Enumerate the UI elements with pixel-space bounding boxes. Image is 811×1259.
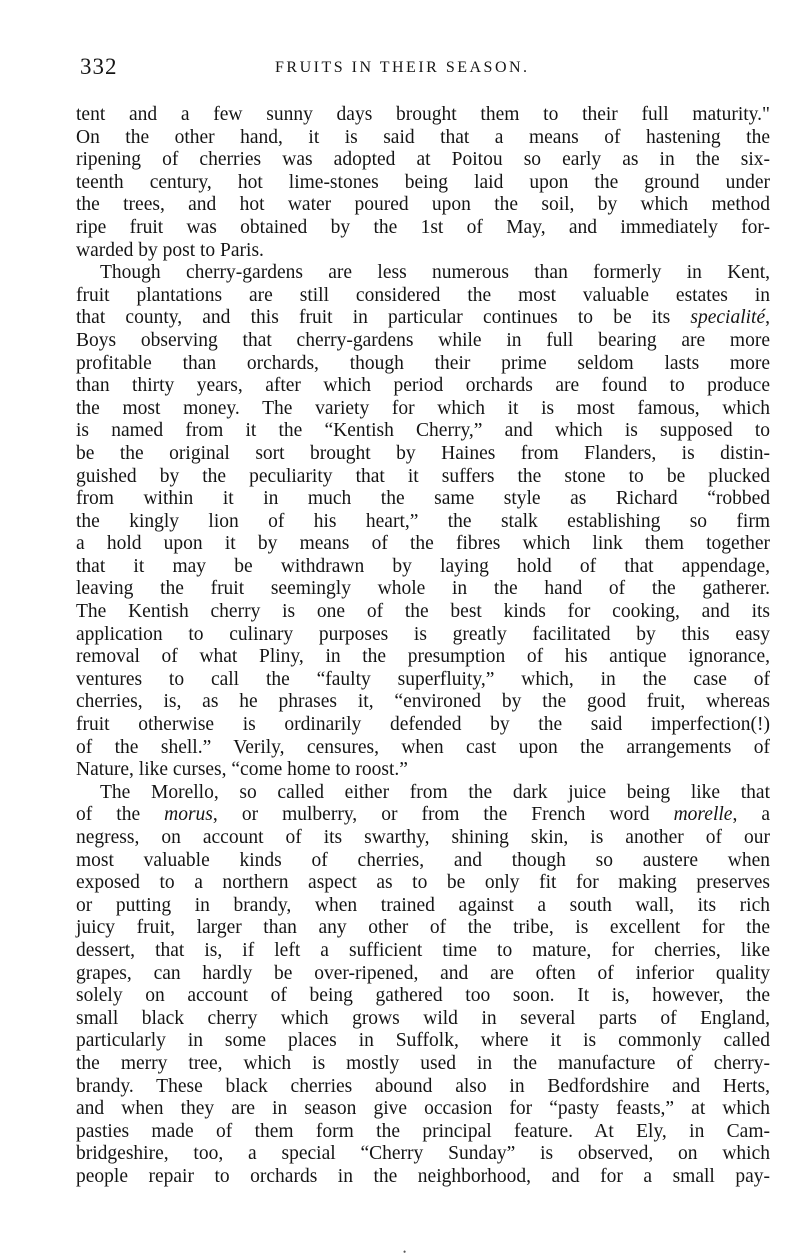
text-line: The Kentish cherry is one of the best kinds for cooking, and its (76, 601, 770, 623)
text-line: warded by post to Paris. (76, 239, 264, 261)
text-line: ventures to call the “faulty superfluity,” which, in the case of (76, 668, 770, 690)
italic-term: specialité (690, 307, 766, 329)
text-line: negress, on account of its swarthy, shining skin, is another of our (76, 827, 770, 848)
text-line: the kingly lion of his heart,” the stalk establishing so firm (76, 510, 770, 532)
text-line: people repair to orchards in the neighborhood, and for a small pay- (76, 1165, 770, 1187)
text-line: exposed to a northern aspect as to be only fit for making preserves (76, 872, 770, 894)
text-line: Boys observing that cherry-gardens while in full bearing are more (76, 329, 770, 351)
text-line: ripening of cherries was adopted at Poitou so early as in the six- (76, 149, 770, 171)
text-line: small black cherry which grows wild in several parts of England, (76, 1007, 770, 1029)
text-line: teenth century, hot lime-stones being laid upon the ground under (76, 171, 770, 193)
text-line: and when they are in season give occasion for “pasty feasts,” at which (76, 1098, 770, 1120)
paragraph-3 (76, 782, 770, 1189)
text-line: bridgeshire, too, a special “Cherry Sunday” is observed, on which (76, 1143, 770, 1165)
text-line: fruit otherwise is ordinarily defended by the said imperfection(!) (76, 714, 770, 736)
text-line: removal of what Pliny, in the presumption of his antique ignorance, (76, 646, 770, 668)
text-line: Though cherry-gardens are less numerous than formerly in Kent, (100, 262, 770, 284)
text-line: most valuable kinds of cherries, and though so austere when (76, 849, 770, 871)
italic-term: morus (164, 804, 213, 826)
paragraph-1 (76, 104, 770, 262)
text-line: than thirty years, after which period orchards are found to produce (76, 375, 770, 397)
text-line: the merry tree, which is mostly used in the manufacture of cherry- (76, 1052, 770, 1074)
text-line: particularly in some places in Suffolk, where it is commonly called (76, 1030, 770, 1052)
text-line: that county, and this fruit in particular continues to be its specialité, (76, 307, 770, 329)
text-line: is named from it the “Kentish Cherry,” and which is supposed to (76, 420, 770, 442)
italic-term: morelle (673, 804, 733, 826)
printer-mark: • (403, 1247, 407, 1257)
running-title: FRUITS IN THEIR SEASON. (275, 59, 530, 76)
body-text (76, 104, 770, 1189)
text-line: The Morello, so called either from the dark juice being like that (100, 781, 770, 803)
text-line: application to culinary purposes is greatly facilitated by this easy (76, 623, 770, 645)
text-line: from within it in much the same style as Richard “robbed (76, 488, 770, 510)
text-line: brandy. These black cherries abound also in Bedfordshire and Herts, (76, 1075, 770, 1097)
text-line: be the original sort brought by Haines from Flanders, is distin- (76, 442, 770, 464)
text-line: of the morus, or mulberry, or from the French word morelle, a (76, 804, 771, 826)
text-line: juicy fruit, larger than any other of the tribe, is excellent for the (76, 917, 770, 939)
text-line: of the shell.” Verily, censures, when cast upon the arrangements of (76, 736, 770, 758)
text-line: tent and a few sunny days brought them to their full maturity." (76, 104, 770, 125)
text-line: pasties made of them form the principal feature. At Ely, in Cam- (76, 1120, 770, 1142)
text-line: ripe fruit was obtained by the 1st of May, and immediately for- (76, 216, 770, 238)
text-line: or putting in brandy, when trained against a south wall, its rich (76, 894, 770, 916)
paragraph-2 (76, 262, 770, 782)
text-line: fruit plantations are still considered the most valuable estates in (76, 284, 770, 306)
text-line: solely on account of being gathered too soon. It is, however, the (76, 985, 770, 1007)
text-line: profitable than orchards, though their prime seldom lasts more (76, 352, 770, 374)
text-line: On the other hand, it is said that a means of hastening the (76, 126, 770, 148)
text-line: leaving the fruit seemingly whole in the hand of the gatherer. (76, 578, 770, 600)
running-head (80, 54, 770, 84)
text-line: the most money. The variety for which it is most famous, which (76, 397, 770, 419)
text-line: a hold upon it by means of the fibres which link them together (76, 533, 770, 555)
text-line: guished by the peculiarity that it suffers the stone to be plucked (76, 465, 770, 487)
text-line: dessert, that is, if left a sufficient time to mature, for cherries, like (76, 939, 770, 961)
text-line: grapes, can hardly be over-ripened, and are often of inferior quality (76, 962, 770, 984)
page-number: 332 (80, 54, 118, 79)
text-line: Nature, like curses, “come home to roost.” (76, 759, 408, 781)
text-line: that it may be withdrawn by laying hold of that appendage, (76, 555, 770, 577)
text-line: cherries, is, as he phrases it, “environed by the good fruit, whereas (76, 691, 770, 713)
text-line: the trees, and hot water poured upon the soil, by which method (76, 194, 770, 216)
